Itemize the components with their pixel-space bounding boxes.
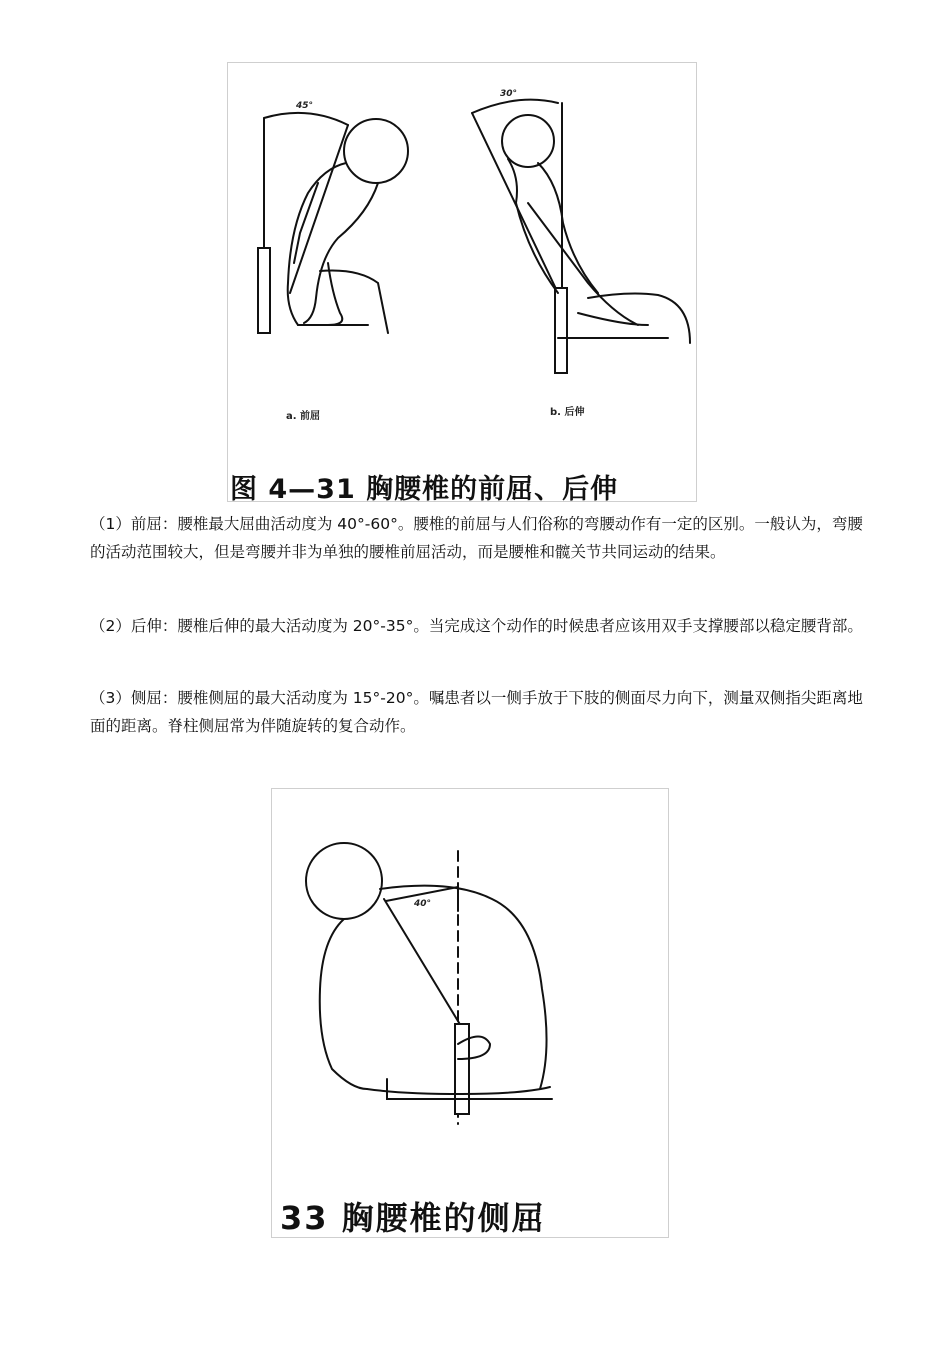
paragraph-text: 后伸：腰椎后伸的最大活动度为 20°-35°。当完成这个动作的时候患者应该用双手支撑腰部以稳定腰背部。 [130,617,863,635]
figure-lateral-flexion [271,788,669,1238]
paragraph-number: （3） [90,689,131,707]
paragraph-text: 前屈：腰椎最大屈曲活动度为 40°-60°。腰椎的前屈与人们俗称的弯腰动作有一定的区别。一般认为，弯腰的活动范围较大，但是弯腰并非为单独的腰椎前屈活动，而是腰椎和髋关节共同运动的结果。 [90,515,863,561]
figure1-caption: 图 4—31 胸腰椎的前屈、后伸 [230,474,619,505]
paragraph-extension [90,612,865,640]
sub-label-b: b. 后伸 [550,407,585,418]
flexion-extension-illustration [228,63,698,503]
angle-label-flexion: 45° [296,101,314,111]
lateral-flexion-illustration [272,789,670,1239]
paragraph-number: （2） [90,617,131,635]
angle-label-extension: 30° [500,89,518,99]
paragraph-lateral-flexion [90,684,865,740]
figure2-caption: 33 胸腰椎的侧屈 [280,1199,546,1237]
paragraph-number: （1） [90,515,131,533]
paragraph-flexion [90,510,865,566]
angle-label-lateral: 40° [414,899,432,909]
paragraph-text: 侧屈：腰椎侧屈的最大活动度为 15°-20°。嘱患者以一侧手放于下肢的侧面尽力向下，测量双侧指尖距离地面的距离。脊柱侧屈常为伴随旋转的复合动作。 [90,689,863,735]
figure-flexion-extension [227,62,697,505]
sub-label-a: a. 前屈 [286,411,321,422]
